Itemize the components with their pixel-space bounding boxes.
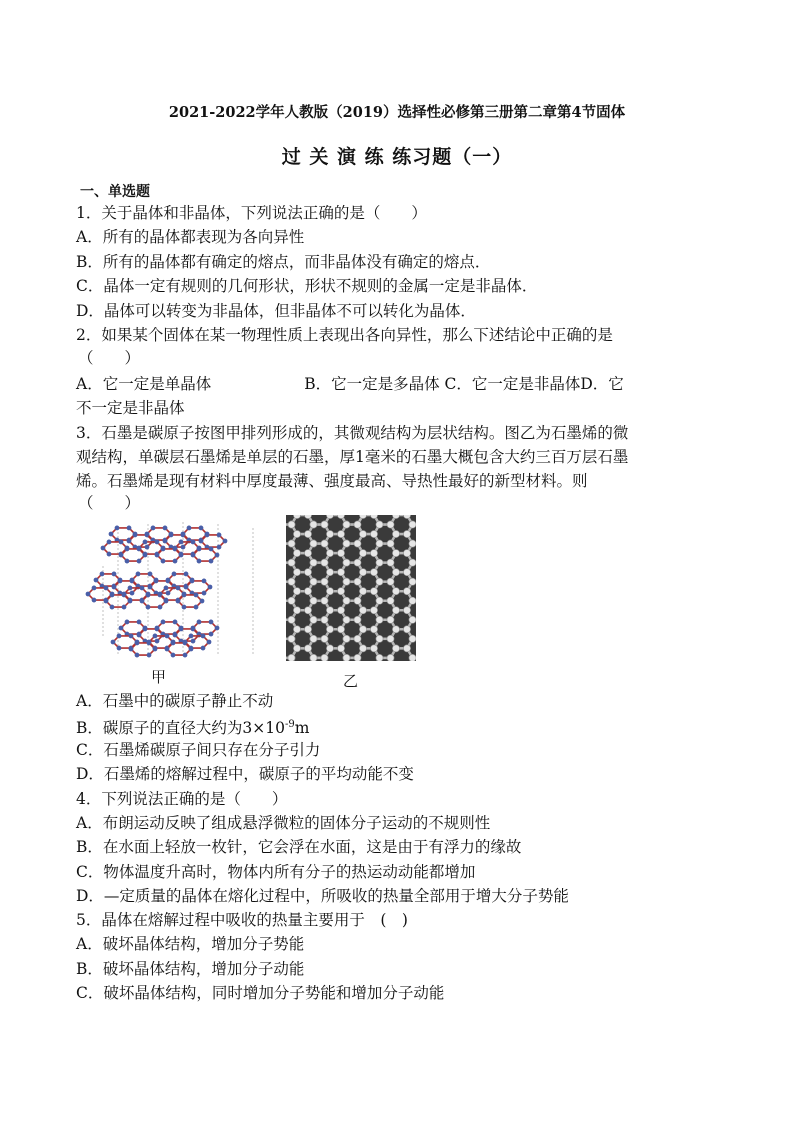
section-heading: 一、单选题 [80, 184, 150, 200]
carbon-atom [135, 641, 140, 646]
graphene-atom [409, 616, 416, 623]
graphene-atom [376, 616, 383, 623]
graphene-atom [293, 607, 300, 614]
graphene-atom [354, 540, 361, 547]
carbon-atom [171, 653, 176, 658]
carbon-atom [191, 639, 196, 644]
graphene-atom [403, 645, 410, 652]
graphene-atom [370, 550, 377, 557]
carbon-atom [137, 620, 142, 625]
carbon-atom [111, 640, 116, 645]
q1-stem: 1．关于晶体和非晶体，下列说法正确的是（ ） [76, 204, 427, 222]
graphene-atom [321, 635, 328, 642]
carbon-atom [125, 559, 130, 564]
q3-option-a: A．石墨中的碳原子静止不动 [76, 692, 274, 710]
carbon-atom [129, 647, 134, 652]
carbon-atom [119, 626, 124, 631]
carbon-atom [158, 592, 163, 597]
q3-stem-2: 观结构，单碳层石墨烯是单层的石墨，厚1毫米的石墨大概包含大约三百万层石墨 [76, 448, 629, 466]
graphene-atom [409, 654, 416, 661]
graphene-atom [387, 540, 394, 547]
graphene-atom [403, 588, 410, 595]
graphene-atom [354, 578, 361, 585]
carbon-atom [190, 579, 195, 584]
carbon-atom [176, 599, 181, 604]
q5-stem: 5．晶体在熔解过程中吸收的热量主要用于 ( ) [76, 911, 408, 929]
carbon-atom [137, 546, 142, 551]
graphene-atom [392, 607, 399, 614]
carbon-atom [130, 591, 135, 596]
carbon-atom [101, 546, 106, 551]
carbon-atom [110, 605, 115, 610]
graphene-atom [392, 626, 399, 633]
graphene-atom [310, 597, 317, 604]
carbon-atom [173, 559, 178, 564]
graphene-atom [304, 569, 311, 576]
carbon-atom [112, 585, 117, 590]
carbon-atom [146, 593, 151, 598]
graphene-atom [387, 616, 394, 623]
carbon-atom [201, 634, 206, 639]
carbon-atom [209, 547, 214, 552]
graphene-atom [359, 607, 366, 614]
graphene-atom [293, 626, 300, 633]
carbon-atom [161, 559, 166, 564]
q3-option-b-unit: m [294, 719, 310, 738]
document-title: 2021-2022学年人教版（2019）选择性必修第三册第二章第4节固体 [168, 104, 626, 121]
carbon-atom [109, 532, 114, 537]
carbon-atom [182, 593, 187, 598]
graphene-atom [370, 588, 377, 595]
carbon-atom [187, 526, 192, 531]
carbon-atom [155, 639, 160, 644]
graphene-atom [392, 530, 399, 537]
carbon-atom [184, 585, 189, 590]
graphene-atom [326, 626, 333, 633]
graphene-atom [359, 588, 366, 595]
graphene-atom [321, 654, 328, 661]
carbon-atom [125, 547, 130, 552]
graphene-atom [392, 588, 399, 595]
graphene-atom [288, 597, 295, 604]
carbon-atom [104, 599, 109, 604]
graphene-atom [376, 540, 383, 547]
graphene-atom [370, 626, 377, 633]
carbon-atom [128, 586, 133, 591]
carbon-atom [145, 532, 150, 537]
graphene-atom [310, 654, 317, 661]
graphene-atom [304, 626, 311, 633]
q4-option-b: B．在水面上轻放一枚针，它会浮在水面，这是由于有浮力的缘故 [76, 838, 522, 856]
carbon-atom [148, 572, 153, 577]
graphene-atom [337, 626, 344, 633]
carbon-atom [163, 539, 168, 544]
carbon-atom [154, 579, 159, 584]
graphene-atom [409, 521, 416, 528]
graphene-atom [403, 550, 410, 557]
graphene-atom [387, 635, 394, 642]
carbon-atom [166, 591, 171, 596]
q2-options-cont: 不一定是非晶体 [76, 399, 185, 417]
carbon-atom [164, 586, 169, 591]
graphene-atom [376, 635, 383, 642]
graphene-atom [321, 597, 328, 604]
carbon-atom [143, 552, 148, 557]
graphene-atom [326, 607, 333, 614]
graphite-lattice-figure [78, 516, 268, 664]
carbon-atom [128, 598, 133, 603]
carbon-atom [194, 605, 199, 610]
carbon-atom [208, 585, 213, 590]
q3-stem-3: 烯。石墨烯是现有材料中厚度最薄、强度最高、导热性最好的新型材料。则 [76, 472, 588, 490]
graphene-atom [354, 597, 361, 604]
graphene-atom [326, 588, 333, 595]
graphene-atom [387, 559, 394, 566]
graphene-atom [288, 616, 295, 623]
carbon-atom [151, 526, 156, 531]
graphene-atom [321, 540, 328, 547]
q2-stem: 2．如果某个固体在某一物理性质上表现出各向异性，那么下述结论中正确的是 [76, 326, 613, 344]
carbon-atom [199, 539, 204, 544]
graphene-atom [321, 559, 328, 566]
carbon-bond-ring [193, 622, 217, 634]
carbon-atom [165, 634, 170, 639]
graphene-atom [370, 607, 377, 614]
graphene-atom [359, 550, 366, 557]
graphene-atom [337, 645, 344, 652]
carbon-atom [117, 634, 122, 639]
graphene-atom [387, 654, 394, 661]
graphene-atom [354, 559, 361, 566]
graphene-atom [343, 597, 350, 604]
graphene-atom [370, 530, 377, 537]
carbon-atom [205, 533, 210, 538]
figure-a-caption: 甲 [151, 668, 167, 686]
carbon-atom [191, 553, 196, 558]
graphene-atom [288, 635, 295, 642]
graphene-atom [409, 559, 416, 566]
carbon-atom [155, 540, 160, 545]
graphene-atom [376, 597, 383, 604]
carbon-atom [127, 539, 132, 544]
carbon-atom [176, 586, 181, 591]
q3-paren: （ ） [78, 494, 141, 512]
carbon-bond-ring [201, 535, 225, 547]
carbon-atom [179, 627, 184, 632]
carbon-atom [173, 633, 178, 638]
graphene-atom [370, 569, 377, 576]
carbon-atom [135, 653, 140, 658]
carbon-bond-ring [193, 549, 217, 561]
graphene-atom [354, 616, 361, 623]
carbon-atom [202, 579, 207, 584]
graphene-atom [359, 530, 366, 537]
carbon-atom [163, 526, 168, 531]
graphene-atom [310, 521, 317, 528]
carbon-atom [107, 540, 112, 545]
graphene-atom [310, 559, 317, 566]
graphene-atom [359, 626, 366, 633]
carbon-atom [200, 599, 205, 604]
carbon-atom [201, 646, 206, 651]
q4-option-d: D．—定质量的晶体在熔化过程中，所吸收的热量全部用于增大分子势能 [76, 887, 569, 905]
carbon-atom [191, 540, 196, 545]
carbon-atom [164, 598, 169, 603]
graphene-atom [403, 607, 410, 614]
graphene-atom [293, 569, 300, 576]
carbon-atom [197, 620, 202, 625]
q4-stem: 4．下列说法正确的是（ ） [76, 790, 288, 808]
graphene-atom [288, 654, 295, 661]
q2-paren: （ ） [78, 349, 141, 367]
graphene-figure [286, 515, 416, 661]
carbon-atom [169, 533, 174, 538]
carbon-atom [86, 592, 91, 597]
graphene-atom [321, 521, 328, 528]
carbon-atom [207, 640, 212, 645]
carbon-atom [143, 627, 148, 632]
q5-option-c: C．破坏晶体结构，同时增加分子势能和增加分子动能 [76, 984, 445, 1002]
carbon-bond-ring [178, 595, 202, 607]
graphene-atom [310, 578, 317, 585]
carbon-atom [136, 572, 141, 577]
carbon-atom [181, 545, 186, 550]
carbon-atom [137, 559, 142, 564]
carbon-atom [172, 572, 177, 577]
carbon-atom [194, 593, 199, 598]
carbon-atom [215, 626, 220, 631]
q3-option-b-exponent: -9 [284, 719, 295, 730]
graphene-atom [409, 540, 416, 547]
carbon-atom [166, 578, 171, 583]
carbon-atom [202, 591, 207, 596]
q1-option-b: B．所有的晶体都有确定的熔点，而非晶体没有确定的熔点． [76, 253, 491, 271]
carbon-atom [129, 634, 134, 639]
q3-option-b-text: B．碳原子的直径大约为3×10 [76, 719, 285, 738]
graphene-atom [359, 569, 366, 576]
q1-option-a: A．所有的晶体都表现为各向异性 [76, 228, 305, 246]
q2-options: A．它一定是单晶体 B．它一定是多晶体 C．它一定是非晶体D．它 [76, 375, 624, 393]
graphene-atom [392, 550, 399, 557]
graphene-atom [370, 645, 377, 652]
carbon-atom [153, 634, 158, 639]
carbon-atom [179, 540, 184, 545]
carbon-atom [118, 579, 123, 584]
carbon-atom [119, 540, 124, 545]
q3-stem-1: 3．石墨是碳原子按图甲排列形成的，其微观结构为层状结构。图乙为石墨烯的微 [76, 424, 629, 442]
graphene-atom [343, 578, 350, 585]
graphene-atom [409, 597, 416, 604]
q3-option-d: D．石墨烯的熔解过程中，碳原子的平均动能不变 [76, 765, 414, 783]
graphene-atom [288, 521, 295, 528]
carbon-atom [143, 540, 148, 545]
q4-option-a: A．布朗运动反映了组成悬浮微粒的固体分子运动的不规则性 [76, 814, 491, 832]
carbon-atom [147, 640, 152, 645]
carbon-atom [209, 620, 214, 625]
carbon-atom [191, 626, 196, 631]
graphene-atom [310, 635, 317, 642]
graphene-atom [343, 654, 350, 661]
graphene-atom [304, 607, 311, 614]
carbon-atom [197, 559, 202, 564]
graphene-atom [337, 588, 344, 595]
graphene-atom [293, 550, 300, 557]
graphene-atom [337, 607, 344, 614]
graphene-atom [392, 569, 399, 576]
graphene-atom [304, 588, 311, 595]
graphene-atom [293, 588, 300, 595]
carbon-atom [179, 552, 184, 557]
graphene-atom [387, 521, 394, 528]
carbon-atom [125, 620, 130, 625]
q1-option-c: C．晶体一定有规则的几何形状，形状不规则的金属一定是非晶体． [76, 277, 538, 295]
carbon-atom [92, 598, 97, 603]
graphene-atom [376, 578, 383, 585]
q4-option-c: C．物体温度升高时，物体内所有分子的热运动动能都增加 [76, 863, 476, 881]
graphene-atom [409, 635, 416, 642]
graphene-atom [288, 578, 295, 585]
carbon-atom [199, 526, 204, 531]
carbon-atom [110, 593, 115, 598]
graphene-atom [403, 626, 410, 633]
graphene-atom [337, 530, 344, 537]
carbon-atom [182, 605, 187, 610]
carbon-atom [223, 539, 228, 544]
graphene-atom [354, 654, 361, 661]
carbon-atom [112, 572, 117, 577]
graphene-atom [376, 559, 383, 566]
q5-option-b: B．破坏晶体结构，增加分子动能 [76, 960, 305, 978]
carbon-atom [92, 586, 97, 591]
graphene-atom [359, 645, 366, 652]
graphene-atom [343, 616, 350, 623]
carbon-atom [183, 653, 188, 658]
carbon-atom [137, 633, 142, 638]
carbon-atom [122, 605, 127, 610]
graphene-atom [326, 569, 333, 576]
carbon-atom [107, 552, 112, 557]
q1-option-d: D．晶体可以转变为非晶体，但非晶体不可以转化为晶体． [76, 302, 476, 320]
carbon-atom [209, 632, 214, 637]
carbon-atom [115, 526, 120, 531]
carbon-atom [158, 605, 163, 610]
carbon-atom [173, 620, 178, 625]
graphene-atom [387, 597, 394, 604]
graphene-atom [321, 616, 328, 623]
carbon-atom [145, 545, 150, 550]
graphene-atom [343, 559, 350, 566]
graphene-atom [304, 550, 311, 557]
carbon-atom [100, 572, 105, 577]
graphene-atom [326, 530, 333, 537]
graphene-atom [376, 654, 383, 661]
graphene-atom [387, 578, 394, 585]
graphene-atom [326, 645, 333, 652]
carbon-atom [171, 641, 176, 646]
graphene-atom [354, 635, 361, 642]
carbon-atom [148, 585, 153, 590]
carbon-atom [155, 553, 160, 558]
graphene-atom [343, 635, 350, 642]
graphene-atom [337, 550, 344, 557]
graphene-atom [376, 521, 383, 528]
carbon-atom [217, 545, 222, 550]
graphene-atom [354, 521, 361, 528]
graphene-atom [293, 530, 300, 537]
carbon-atom [119, 553, 124, 558]
carbon-atom [184, 572, 189, 577]
carbon-atom [181, 532, 186, 537]
document-subtitle: 过 关 演 练 练习题（一） [281, 146, 513, 168]
carbon-bond-ring [186, 581, 210, 593]
graphene-atom [343, 540, 350, 547]
carbon-atom [104, 586, 109, 591]
carbon-atom [161, 620, 166, 625]
carbon-atom [153, 646, 158, 651]
graphene-atom [310, 616, 317, 623]
carbon-atom [217, 533, 222, 538]
carbon-atom [140, 586, 145, 591]
carbon-atom [183, 640, 188, 645]
carbon-atom [146, 605, 151, 610]
carbon-atom [140, 599, 145, 604]
graphene-atom [326, 550, 333, 557]
carbon-atom [117, 646, 122, 651]
graphene-atom [288, 540, 295, 547]
graphene-atom [304, 645, 311, 652]
carbon-atom [189, 634, 194, 639]
graphene-atom [403, 569, 410, 576]
graphene-atom [409, 578, 416, 585]
graphene-atom [293, 645, 300, 652]
q3-option-c: C．石墨烯碳原子间只存在分子引力 [76, 741, 321, 759]
graphene-atom [288, 559, 295, 566]
carbon-atom [173, 546, 178, 551]
carbon-atom [130, 578, 135, 583]
carbon-atom [161, 547, 166, 552]
carbon-atom [189, 646, 194, 651]
carbon-atom [155, 626, 160, 631]
carbon-atom [209, 559, 214, 564]
carbon-atom [127, 526, 132, 531]
figure-b-caption: 乙 [343, 672, 359, 690]
carbon-atom [133, 533, 138, 538]
graphene-atom [310, 540, 317, 547]
carbon-atom [197, 547, 202, 552]
graphene-atom [343, 521, 350, 528]
graphene-atom [337, 569, 344, 576]
q5-option-a: A．破坏晶体结构，增加分子势能 [76, 935, 305, 953]
carbon-atom [215, 553, 220, 558]
carbon-atom [122, 592, 127, 597]
carbon-atom [94, 578, 99, 583]
graphene-atom [403, 530, 410, 537]
graphene-atom [321, 578, 328, 585]
graphene-atom [392, 645, 399, 652]
graphene-atom [304, 530, 311, 537]
q3-option-b [76, 715, 309, 738]
carbon-atom [147, 653, 152, 658]
carbon-atom [165, 647, 170, 652]
